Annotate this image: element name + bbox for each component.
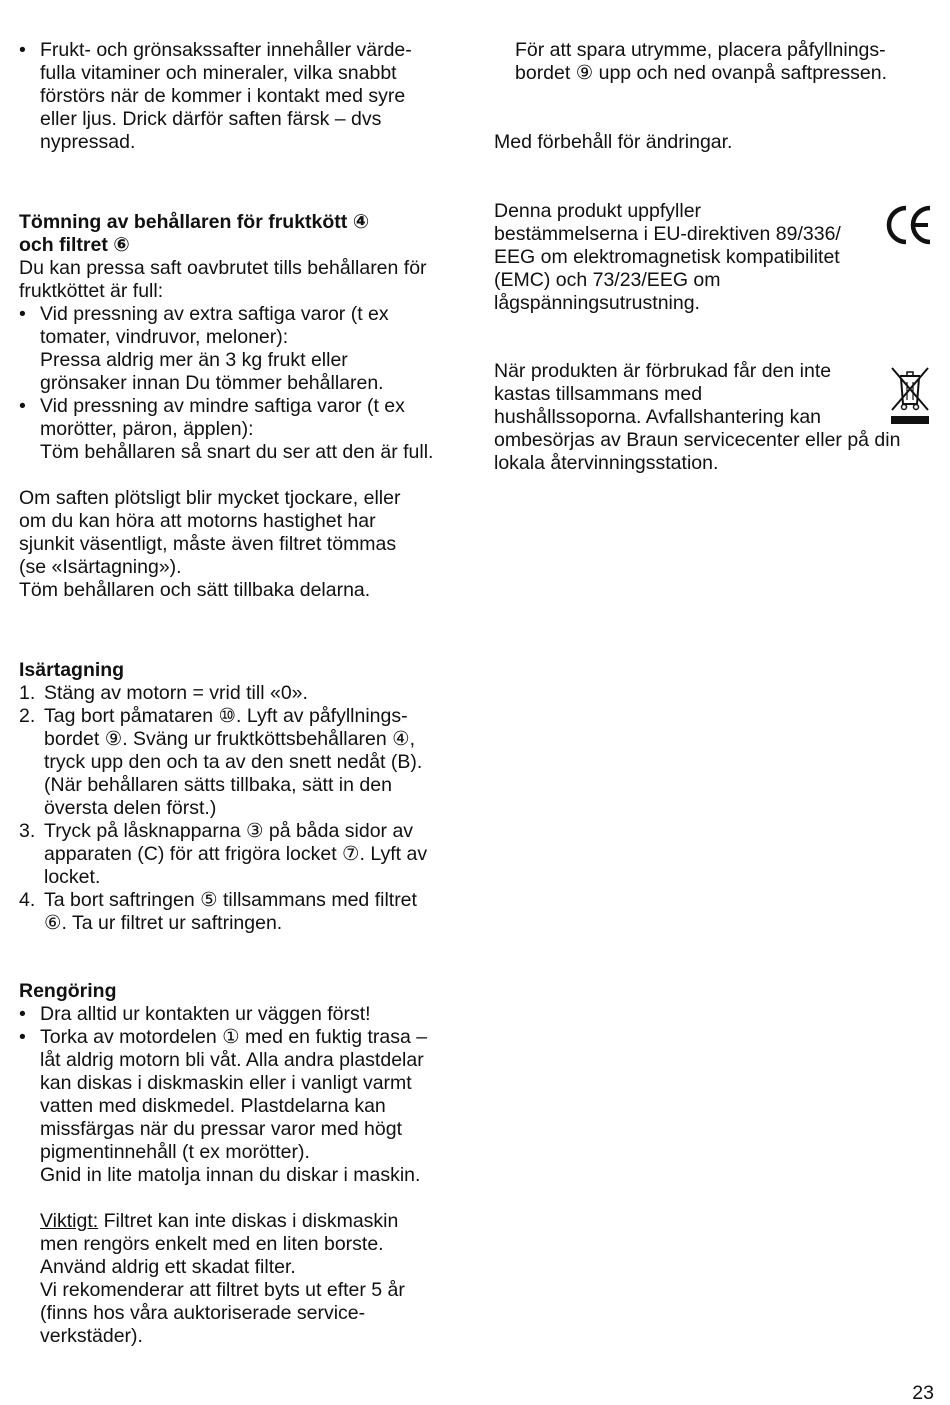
intro-bullet: • Frukt- och grönsakssafter innehåller värde- fulla vitaminer och mineraler, vilka snabbt förstörs när de kommer i kontakt med syre eller ljus. Drick därför saften färsk – dvs nypressad. [19,39,469,154]
cleaning-important [19,1210,469,1348]
emptying-heading-line2: och filtret ⑥ [19,234,130,256]
emptying-paragraph: Om saften plötsligt blir mycket tjockare, eller om du kan höra att motorns hastighet har sjunkit väsentligt, måste även filtret tömmas (se «Isärtagning»). Töm behållaren och sätt tillbaka delarna. [19,487,401,601]
disassembly-section [19,659,469,935]
disassembly-step-3: 3. Tryck på låsknapparna ③ på båda sidor av apparaten (C) för att frigöra locket ⑦. Lyft av locket. [19,820,428,888]
emptying-intro: Du kan pressa saft oavbrutet tills behållaren för fruktköttet är full: [19,257,427,302]
disposal-note: När produkten är förbrukad får den inte kastas tillsammans med hushållssoporna. Avfallshantering kan ombesörjas av Braun servicecenter eller på din lokala återvinningsstation. [494,360,901,474]
cleaning-bullet-2: • Torka av motordelen ① med en fuktig trasa – låt aldrig motorn bli våt. Alla andra plastdelar kan diskas i diskmaskin eller i vanligt varmt vatten med diskmedel. Plastdelarna kan missfärgas när du pressar varor med högt pigmentinnehåll (t ex morötter). Gnid in lite matolja innan du diskar i maskin. [19,1026,469,1187]
ce-mark-icon [884,204,934,246]
important-text: Filtret kan inte diskas i diskmaskin men rengörs enkelt med en liten borste. Använd aldrig ett skadat filter. Vi rekomenderar att filtret byts ut efter 5 år (finns hos våra auktoriserade service- verkstäder). [40,1210,405,1347]
emptying-section [19,211,469,464]
emptying-bullet-1-note: Pressa aldrig mer än 3 kg frukt eller grönsaker innan Du tömmer behållaren. [40,349,384,394]
emptying-bullet-1: • Vid pressning av extra saftiga varor (t ex tomater, vindruvor, meloner): [19,303,469,349]
cleaning-section [19,980,469,1348]
disassembly-step-1: 1. Stäng av motorn = vrid till «0». [19,682,308,704]
crossed-out-bin-icon [888,364,932,426]
page-number: 23 [912,1382,934,1404]
cleaning-heading: Rengöring [19,980,117,1002]
disassembly-step-2: 2. Tag bort påmataren ⑩. Lyft av påfyllnings- bordet ⑨. Sväng ur fruktköttsbehållaren ④, tryck upp den och ta av den snett nedåt (B). (När behållaren sätts tillbaka, sätt in den översta delen först.) [19,705,423,819]
important-label: Viktigt: [40,1210,99,1232]
disassembly-heading: Isärtagning [19,659,125,681]
reservation-note: Med förbehåll för ändringar. [494,131,733,153]
cleaning-bullet-1: • Dra alltid ur kontakten ur väggen först! [19,1003,469,1026]
storage-note: För att spara utrymme, placera påfyllnings- bordet ⑨ upp och ned ovanpå saftpressen. [515,39,887,84]
emptying-bullet-2-note: Töm behållaren så snart du ser att den är full. [40,441,434,463]
compliance-note: Denna produkt uppfyller bestämmelserna i EU-direktiven 89/336/ EEG om elektromagnetisk kompatibilitet (EMC) och 73/23/EEG om lågspänningsutrustning. [494,200,841,314]
disassembly-step-4: 4. Ta bort saftringen ⑤ tillsammans med filtret ⑥. Ta ur filtret ur saftringen. [19,889,417,934]
emptying-heading-line1: Tömning av behållaren för fruktkött ④ [19,211,370,233]
emptying-bullet-2: • Vid pressning av mindre saftiga varor (t ex morötter, päron, äpplen): [19,395,469,441]
